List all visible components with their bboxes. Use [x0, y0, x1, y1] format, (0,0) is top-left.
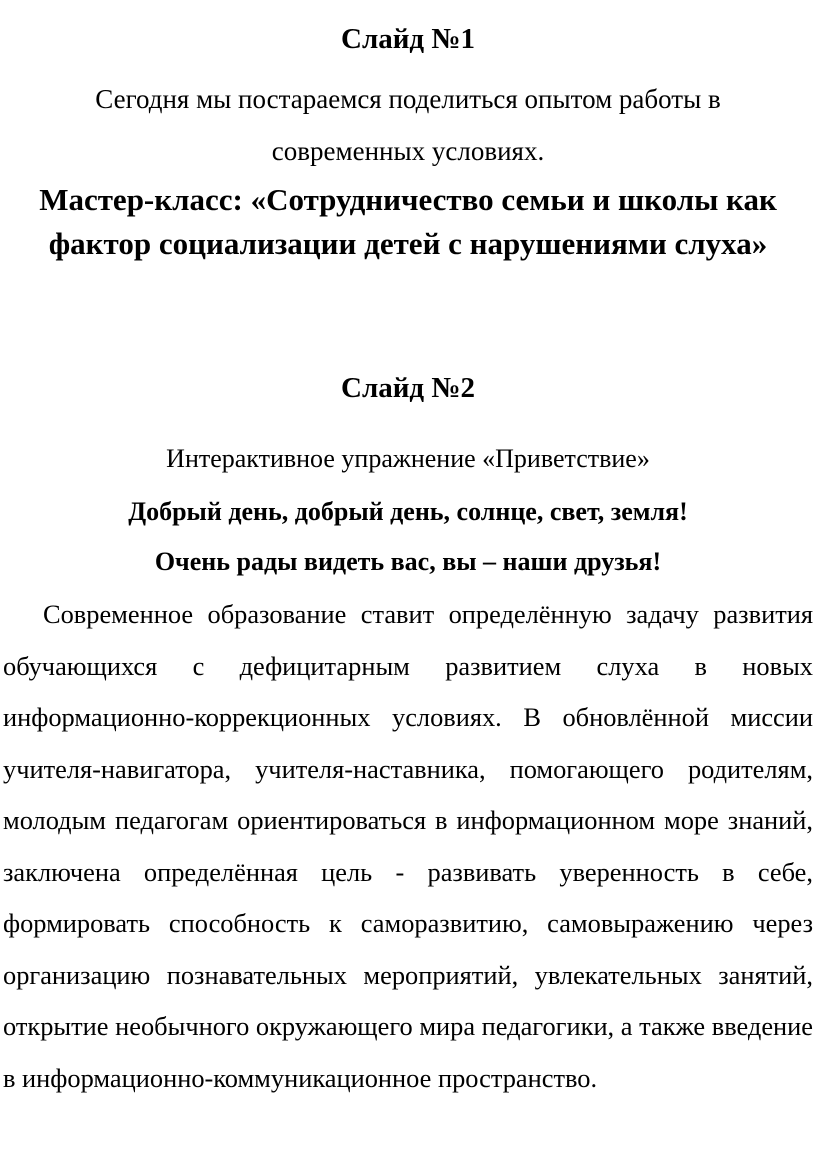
slide-1-title: Слайд №1 [341, 23, 475, 55]
slide-1-intro: Сегодня мы постараемся поделиться опытом работы в современных условиях. [95, 84, 721, 166]
greeting-line-1: Добрый день, добрый день, солнце, свет, земля! [128, 497, 688, 526]
exercise-title: Интерактивное упражнение «Приветствие» [166, 444, 650, 473]
master-class-title: Мастер-класс: «Сотрудничество семьи и школы как фактор социализации детей с нарушениями слуха» [39, 182, 777, 261]
slide-2-title: Слайд №2 [341, 372, 475, 404]
body-paragraph: Современное образование ставит определённую задачу развития обучающихся с дефицитарным развитием слуха в новых информационно-коррекционных условиях. В обновлённой миссии учителя-навигатора, учителя-наставника, помогающего родителям, молодым педагогам ориентироваться в информационном море знаний, заключена определённая цель - развивать уверенность в себе, формировать способность к саморазвитию, самовыражению через организацию познавательных мероприятий, увлекательных занятий, открытие необычного окружающего мира педагогики, а также введение в информационно-коммуникационное пространство. [3, 599, 813, 1093]
greeting-line-2: Очень рады видеть вас, вы – наши друзья! [154, 547, 662, 576]
